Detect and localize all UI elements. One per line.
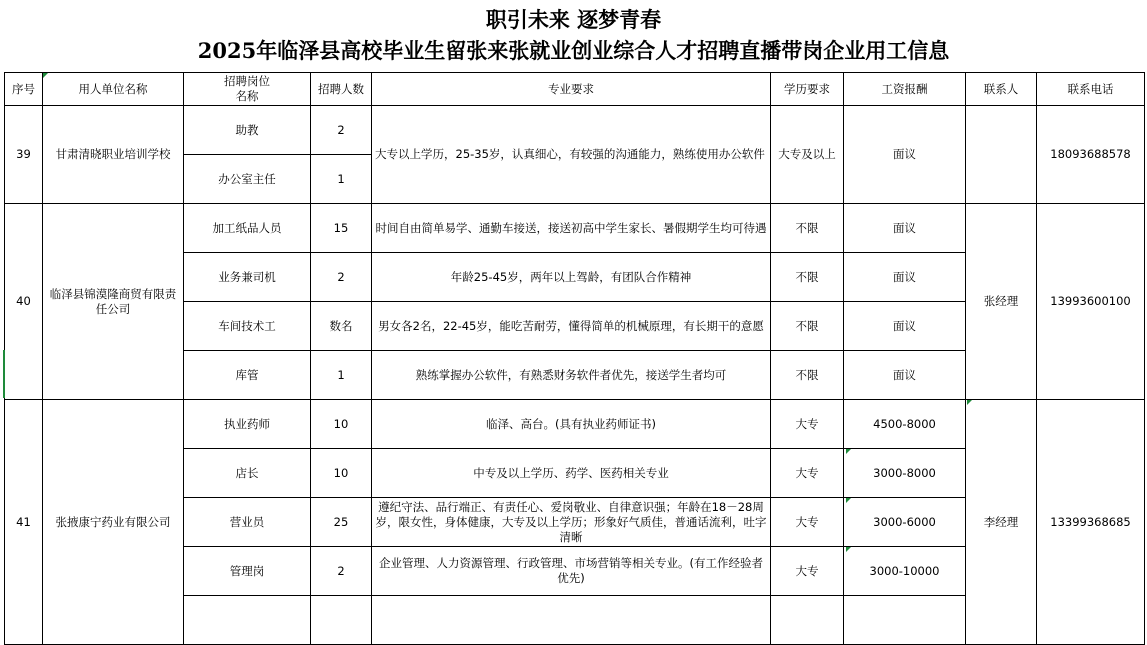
header-position-line2: 名称: [235, 89, 259, 103]
title-slogan: 职引未来 逐梦青春: [485, 7, 662, 32]
title-area: [0, 0, 1147, 72]
cell-count[interactable]: 数名: [311, 302, 372, 351]
table-row: [5, 204, 1145, 253]
cell-company[interactable]: 甘肃清晓职业培训学校: [43, 106, 184, 204]
cell-requirement[interactable]: 企业管理、人力资源管理、行政管理、市场营销等相关专业。(有工作经验者优先): [372, 547, 771, 596]
cell-marker: [846, 498, 851, 503]
cell-phone[interactable]: 13399368685: [1037, 400, 1145, 645]
cell-position[interactable]: 执业药师: [184, 400, 311, 449]
header-position-line1: 招聘岗位: [224, 74, 270, 88]
cell-count[interactable]: 10: [311, 449, 372, 498]
cell-count[interactable]: 15: [311, 204, 372, 253]
header-major[interactable]: 专业要求: [372, 73, 771, 106]
cell-education[interactable]: 不限: [771, 253, 844, 302]
cell-requirement[interactable]: 熟练掌握办公软件，有熟悉财务软件者优先，接送学生者均可: [372, 351, 771, 400]
cell-salary[interactable]: 面议: [844, 253, 966, 302]
cell-requirement[interactable]: 临泽、高台。(具有执业药师证书): [372, 400, 771, 449]
cell-requirement[interactable]: 时间自由简单易学、通勤车接送，接送初高中学生家长、暑假期学生均可待遇: [372, 204, 771, 253]
cell-phone[interactable]: 13993600100: [1037, 204, 1145, 400]
cell-requirement[interactable]: 大专以上学历，25-35岁，认真细心，有较强的沟通能力，熟练使用办公软件: [372, 106, 771, 204]
cell-education[interactable]: 不限: [771, 302, 844, 351]
cell-salary[interactable]: 3000-8000: [844, 449, 966, 498]
cell-education[interactable]: 大专: [771, 498, 844, 547]
cell-count[interactable]: 1: [311, 351, 372, 400]
cell-marker: [967, 400, 972, 405]
cell-salary[interactable]: 面议: [844, 106, 966, 204]
cell-company[interactable]: 临泽县锦漠隆商贸有限责任公司: [43, 204, 184, 400]
header-company[interactable]: 用人单位名称: [43, 73, 184, 106]
cell-position[interactable]: 营业员: [184, 498, 311, 547]
cell-contact[interactable]: 张经理: [966, 204, 1037, 400]
cell-count[interactable]: 2: [311, 547, 372, 596]
cell-education[interactable]: 大专及以上: [771, 106, 844, 204]
cell-contact[interactable]: 李经理: [966, 400, 1037, 645]
cell-count[interactable]: 2: [311, 106, 372, 155]
header-count[interactable]: 招聘人数: [311, 73, 372, 106]
cell-education-empty[interactable]: [771, 596, 844, 645]
cell-education[interactable]: 不限: [771, 351, 844, 400]
table-row: [5, 106, 1145, 155]
cell-education[interactable]: 不限: [771, 204, 844, 253]
table-row: [5, 400, 1145, 449]
cell-education[interactable]: 大专: [771, 547, 844, 596]
cell-company[interactable]: 张掖康宁药业有限公司: [43, 400, 184, 645]
cell-requirement[interactable]: 中专及以上学历、药学、医药相关专业: [372, 449, 771, 498]
cell-education[interactable]: 大专: [771, 400, 844, 449]
header-row: [5, 73, 1145, 106]
selection-edge: [3, 350, 5, 398]
cell-salary[interactable]: 3000-6000: [844, 498, 966, 547]
cell-position-empty[interactable]: [184, 596, 311, 645]
cell-count-empty[interactable]: [311, 596, 372, 645]
cell-salary[interactable]: 3000-10000: [844, 547, 966, 596]
cell-position[interactable]: 库管: [184, 351, 311, 400]
cell-position[interactable]: 管理岗: [184, 547, 311, 596]
cell-position[interactable]: 店长: [184, 449, 311, 498]
cell-requirement-empty[interactable]: [372, 596, 771, 645]
cell-salary[interactable]: 面议: [844, 351, 966, 400]
cell-count[interactable]: 1: [311, 155, 372, 204]
cell-marker: [846, 547, 851, 552]
cell-position[interactable]: 车间技术工: [184, 302, 311, 351]
cell-position[interactable]: 加工纸品人员: [184, 204, 311, 253]
cell-contact[interactable]: [966, 106, 1037, 204]
cell-salary[interactable]: 4500-8000: [844, 400, 966, 449]
cell-requirement[interactable]: 男女各2名，22-45岁，能吃苦耐劳，懂得简单的机械原理，有长期干的意愿: [372, 302, 771, 351]
cell-position[interactable]: 业务兼司机: [184, 253, 311, 302]
recruitment-table: [4, 72, 1145, 645]
header-phone[interactable]: 联系电话: [1037, 73, 1145, 106]
cell-seq[interactable]: 39: [5, 106, 43, 204]
cell-requirement[interactable]: 年龄25-45岁，两年以上驾龄，有团队合作精神: [372, 253, 771, 302]
cell-count[interactable]: 2: [311, 253, 372, 302]
cell-count[interactable]: 10: [311, 400, 372, 449]
header-education[interactable]: 学历要求: [771, 73, 844, 106]
cell-position[interactable]: 助教: [184, 106, 311, 155]
cell-position[interactable]: 办公室主任: [184, 155, 311, 204]
cell-count[interactable]: 25: [311, 498, 372, 547]
cell-phone[interactable]: 18093688578: [1037, 106, 1145, 204]
header-seq[interactable]: 序号: [5, 73, 43, 106]
header-salary[interactable]: 工资报酬: [844, 73, 966, 106]
cell-salary[interactable]: 面议: [844, 204, 966, 253]
cell-seq[interactable]: 40: [5, 204, 43, 400]
cell-salary[interactable]: 面议: [844, 302, 966, 351]
cell-marker: [846, 449, 851, 454]
cell-salary-empty[interactable]: [844, 596, 966, 645]
cell-seq[interactable]: 41: [5, 400, 43, 645]
header-position[interactable]: [184, 73, 311, 106]
header-contact[interactable]: 联系人: [966, 73, 1037, 106]
cell-education[interactable]: 大专: [771, 449, 844, 498]
title-main: 2025年临泽县高校毕业生留张来张就业创业综合人才招聘直播带岗企业用工信息: [197, 38, 950, 63]
cell-requirement[interactable]: 遵纪守法、品行端正、有责任心、爱岗敬业、自律意识强；年龄在18－28周岁，限女性，身体健康，大专及以上学历；形象好气质佳，普通话流利，吐字清晰: [372, 498, 771, 547]
cell-marker: [43, 73, 48, 78]
